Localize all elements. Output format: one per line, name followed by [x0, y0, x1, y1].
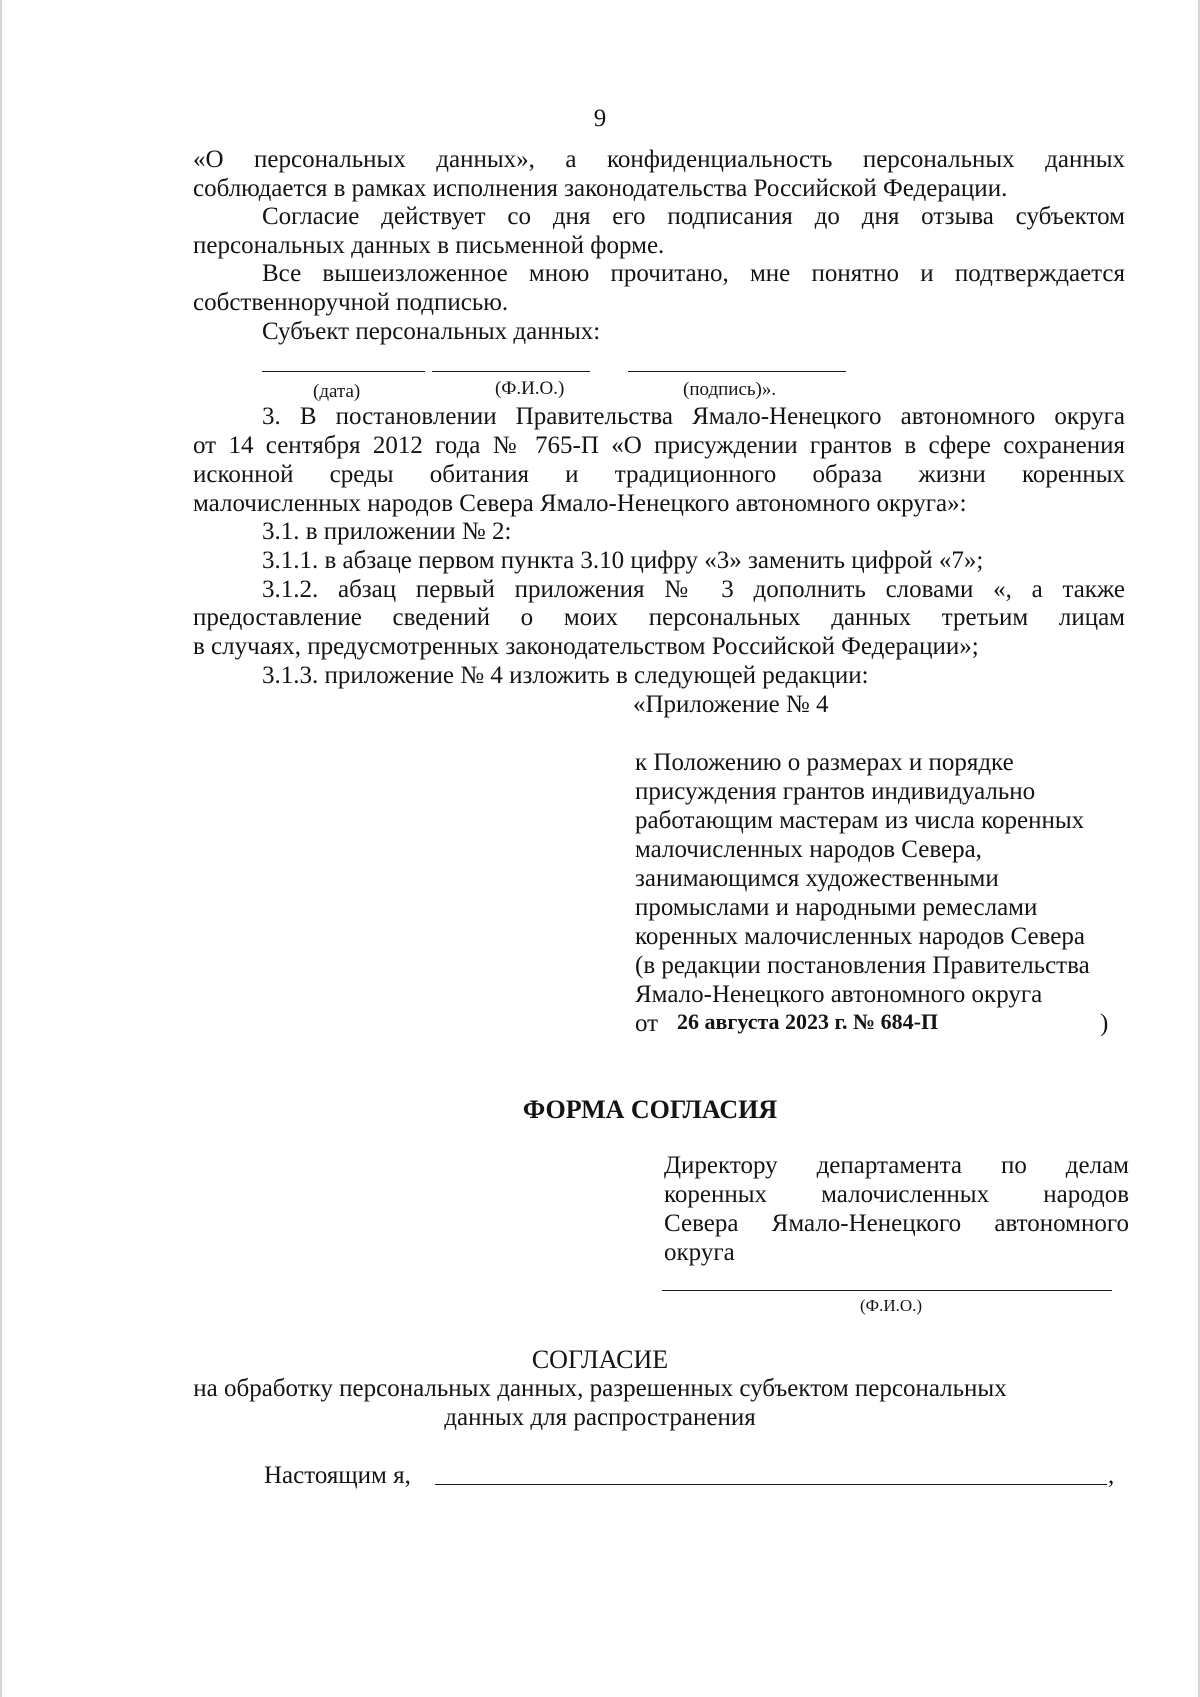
confirmation-line-1: Все вышеизложенное мною прочитано, мне понятно и подтверждается: [262, 260, 1125, 287]
addressee-fio-line: [662, 1290, 1112, 1291]
item3-line-2: от 14 сентября 2012 года № 765-П «О присуждении грантов в сфере сохранения: [193, 432, 1125, 459]
page-number: 9: [593, 105, 607, 132]
scan-edge-left: [0, 0, 2, 1697]
appendix-line-3: работающим мастерам из числа коренных: [635, 807, 1085, 834]
appendix-line-6: промыслами и народными ремеслами: [635, 894, 1038, 921]
addressee-line-1: Директору департамента по делам: [664, 1152, 1129, 1179]
consent-validity-line-1: Согласие действует со дня его подписания до дня отзыва субъектом: [262, 203, 1125, 230]
consent-tail-line-2: соблюдается в рамках исполнения законодательства Российской Федерации.: [193, 175, 1008, 202]
appendix-line-9: Ямало-Ненецкого автономного округа: [635, 981, 1043, 1008]
appendix-date-number-stamp: 26 августа 2023 г. № 684-П: [677, 1009, 939, 1034]
date-signature-line: [262, 371, 425, 372]
caption-fio: (Ф.И.О.): [495, 378, 565, 399]
consent-validity-line-2: персональных данных в письменной форме.: [193, 232, 665, 259]
hereby-label: Настоящим я,: [264, 1462, 411, 1489]
hereby-name-line: [435, 1484, 1107, 1485]
item3-line-3: исконной среды обитания и традиционного образа жизни коренных: [193, 461, 1125, 488]
appendix-line-1: к Положению о размерах и порядке: [635, 749, 1014, 776]
consent-tail-line-1: «О персональных данных», а конфиденциальность персональных данных: [193, 146, 1125, 173]
appendix-line-5: занимающимся художественными: [635, 865, 999, 892]
item-3-1-3: 3.1.3. приложение № 4 изложить в следующей редакции:: [262, 662, 869, 689]
appendix-line-8: (в редакции постановления Правительства: [635, 952, 1090, 979]
appendix-heading: «Приложение № 4: [633, 691, 829, 718]
appendix-close-paren: ): [1100, 1010, 1109, 1037]
item-3-1: 3.1. в приложении № 2:: [262, 518, 512, 545]
addressee-fio-caption: (Ф.И.О.): [860, 1296, 923, 1315]
appendix-line-2: присуждения грантов индивидуально: [635, 778, 1036, 805]
addressee-line-2: коренных малочисленных народов: [664, 1181, 1129, 1208]
appendix-from-prefix: от: [635, 1010, 659, 1037]
consent-subtitle-line-2: данных для распространения: [444, 1404, 756, 1431]
item-3-1-2-line-3: в случаях, предусмотренных законодательством Российской Федерации»;: [193, 633, 979, 660]
item-3-1-2-line-2: предоставление сведений о моих персональных данных третьим лицам: [193, 604, 1125, 631]
addressee-line-3: Севера Ямало-Ненецкого автономного: [664, 1210, 1129, 1237]
item-3-1-1: 3.1.1. в абзаце первом пункта 3.10 цифру «3» заменить цифрой «7»;: [262, 547, 984, 574]
item-3-1-2-line-1: 3.1.2. абзац первый приложения № 3 дополнить словами «, а также: [262, 576, 1125, 603]
item3-line-1: 3. В постановлении Правительства Ямало-Ненецкого автономного округа: [262, 403, 1125, 430]
appendix-line-7: коренных малочисленных народов Севера: [635, 923, 1085, 950]
item3-line-4: малочисленных народов Севера Ямало-Ненецкого автономного округа»:: [193, 490, 967, 517]
addressee-line-4: округа: [664, 1239, 735, 1266]
consent-subtitle-line-1: на обработку персональных данных, разрешенных субъектом персональных: [193, 1375, 1007, 1402]
caption-signature: (подпись)».: [683, 379, 777, 400]
fio-signature-line: [432, 371, 590, 372]
consent-title: СОГЛАСИЕ: [531, 1345, 669, 1374]
form-title: ФОРМА СОГЛАСИЯ: [522, 1095, 778, 1124]
subject-label: Субъект персональных данных:: [262, 318, 601, 345]
appendix-line-4: малочисленных народов Севера,: [635, 836, 982, 863]
caption-date: (дата): [313, 381, 361, 402]
hereby-comma: ,: [1108, 1462, 1115, 1489]
signature-line: [628, 371, 846, 372]
confirmation-line-2: собственноручной подписью.: [193, 289, 509, 316]
